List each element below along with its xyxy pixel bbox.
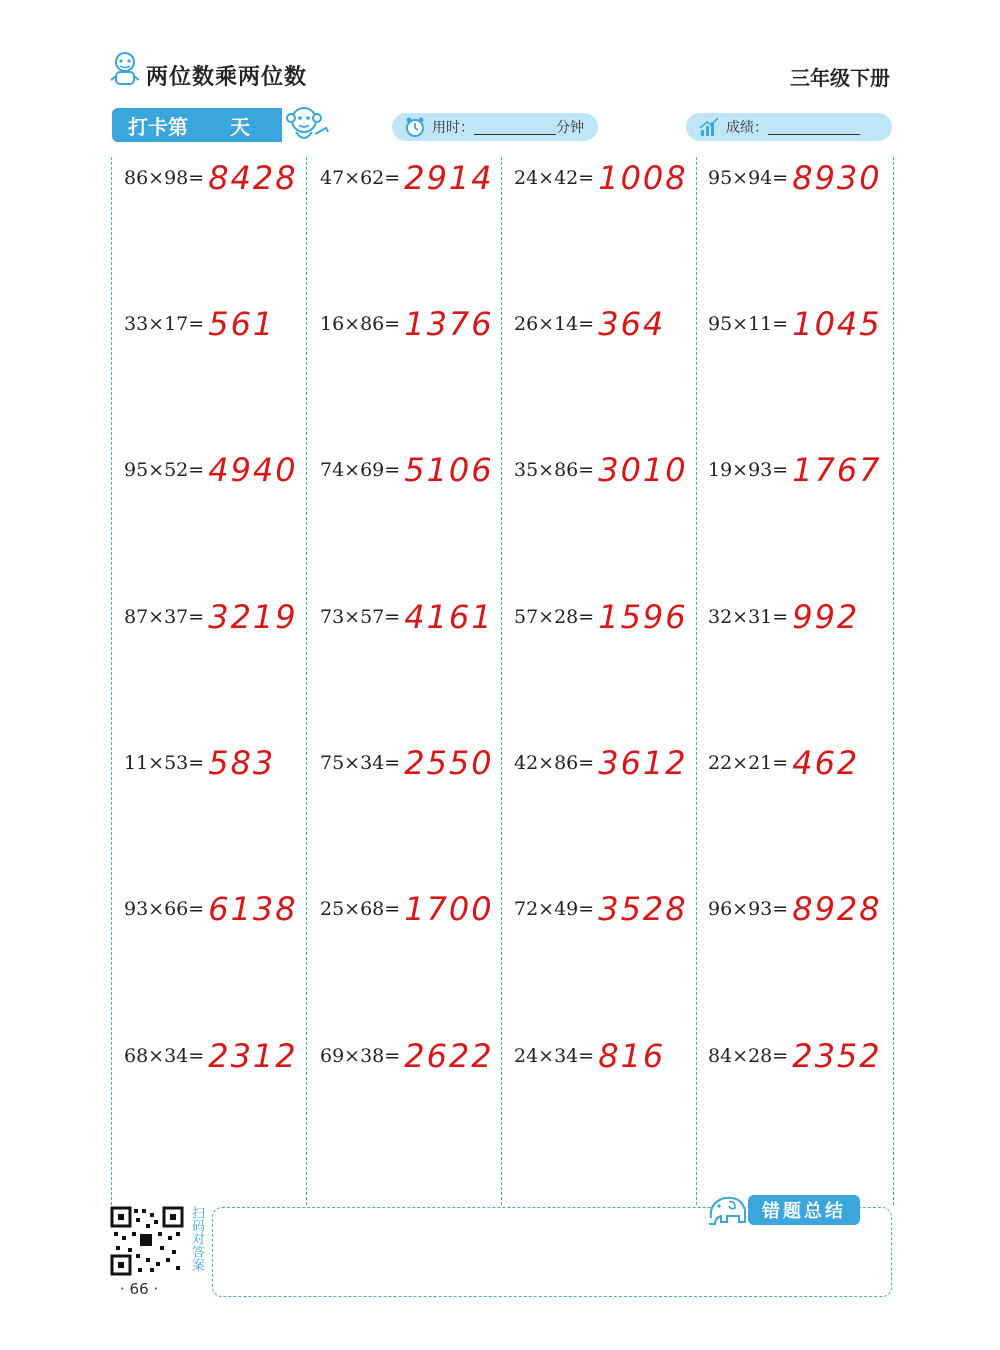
problem-cell: [320, 744, 494, 782]
problem-cell: [124, 890, 298, 928]
time-unit: 分钟: [556, 120, 584, 136]
problem-question: 33×17=: [124, 313, 205, 335]
problem-question: 95×11=: [708, 313, 789, 335]
handwritten-answer[interactable]: 4161: [404, 598, 494, 636]
problem-cell: [124, 598, 298, 636]
mistake-summary-tab: 错题总结: [748, 1195, 860, 1225]
punch-in-suffix: 天: [230, 114, 250, 139]
handwritten-answer[interactable]: 3010: [598, 451, 688, 489]
handwritten-answer[interactable]: 462: [792, 744, 860, 782]
handwritten-answer[interactable]: 816: [598, 1037, 666, 1075]
problem-question: 35×86=: [514, 459, 595, 481]
problem-question: 74×69=: [320, 459, 401, 481]
problem-cell: [124, 305, 275, 343]
problem-question: 32×31=: [708, 606, 789, 628]
handwritten-answer[interactable]: 1376: [404, 305, 494, 343]
column-divider: [501, 157, 502, 1205]
problem-cell: [124, 159, 298, 197]
problem-cell: [708, 598, 859, 636]
handwritten-answer[interactable]: 992: [792, 598, 860, 636]
elephant-icon: [705, 1188, 753, 1226]
handwritten-answer[interactable]: 2622: [404, 1037, 494, 1075]
grade-label: 三年级下册: [790, 66, 890, 90]
handwritten-answer[interactable]: 8930: [792, 159, 882, 197]
problem-question: 24×42=: [514, 167, 595, 189]
problem-cell: [708, 1037, 882, 1075]
handwritten-answer[interactable]: 1045: [792, 305, 882, 343]
handwritten-answer[interactable]: 8428: [208, 159, 298, 197]
problem-cell: [514, 598, 688, 636]
problem-cell: [708, 159, 882, 197]
handwritten-answer[interactable]: 1767: [792, 451, 882, 489]
punch-in-bar: [112, 108, 282, 142]
page-number: · 66 ·: [120, 1280, 159, 1298]
handwritten-answer[interactable]: 1008: [598, 159, 688, 197]
problem-question: 87×37=: [124, 606, 205, 628]
problem-cell: [708, 744, 859, 782]
handwritten-answer[interactable]: 3219: [208, 598, 298, 636]
score-field: [686, 113, 892, 141]
score-label: 成绩：: [726, 120, 768, 136]
problem-cell: [514, 159, 688, 197]
handwritten-answer[interactable]: 583: [208, 744, 276, 782]
problem-question: 96×93=: [708, 898, 789, 920]
time-field: [392, 113, 598, 141]
handwritten-answer[interactable]: 2914: [404, 159, 494, 197]
handwritten-answer[interactable]: 4940: [208, 451, 298, 489]
handwritten-answer[interactable]: 1596: [598, 598, 688, 636]
problem-question: 95×52=: [124, 459, 205, 481]
problem-cell: [514, 1037, 665, 1075]
handwritten-answer[interactable]: 2550: [404, 744, 494, 782]
problem-grid: [111, 157, 894, 1205]
handwritten-answer[interactable]: 2352: [792, 1037, 882, 1075]
problem-question: 24×34=: [514, 1045, 595, 1067]
time-label: 用时：: [432, 120, 474, 136]
problem-question: 95×94=: [708, 167, 789, 189]
qr-label: 扫码对答案: [189, 1206, 204, 1271]
problem-question: 47×62=: [320, 167, 401, 189]
page-title: 两位数乘两位数: [146, 65, 308, 90]
problem-question: 26×14=: [514, 313, 595, 335]
time-blank[interactable]: [474, 120, 556, 135]
clock-icon: [404, 116, 426, 138]
punch-in-prefix: 打卡第: [128, 114, 188, 139]
handwritten-answer[interactable]: 3528: [598, 890, 688, 928]
problem-cell: [514, 744, 688, 782]
problem-cell: [320, 598, 494, 636]
problem-question: 25×68=: [320, 898, 401, 920]
handwritten-answer[interactable]: 3612: [598, 744, 688, 782]
problem-cell: [514, 451, 688, 489]
handwritten-answer[interactable]: 6138: [208, 890, 298, 928]
problem-cell: [320, 451, 494, 489]
problem-cell: [124, 1037, 298, 1075]
handwritten-answer[interactable]: 5106: [404, 451, 494, 489]
handwritten-answer[interactable]: 364: [598, 305, 666, 343]
problem-cell: [514, 890, 688, 928]
problem-cell: [124, 744, 275, 782]
problem-question: 16×86=: [320, 313, 401, 335]
column-divider: [696, 157, 697, 1205]
problem-question: 69×38=: [320, 1045, 401, 1067]
problem-cell: [320, 305, 494, 343]
problem-question: 11×53=: [124, 752, 205, 774]
problem-question: 22×21=: [708, 752, 789, 774]
handwritten-answer[interactable]: 1700: [404, 890, 494, 928]
monkey-icon: [282, 100, 332, 146]
problem-question: 72×49=: [514, 898, 595, 920]
problem-cell: [708, 305, 882, 343]
problem-question: 42×86=: [514, 752, 595, 774]
score-blank[interactable]: [768, 120, 860, 135]
column-divider: [306, 157, 307, 1205]
problem-question: 86×98=: [124, 167, 205, 189]
problem-question: 84×28=: [708, 1045, 789, 1067]
problem-question: 57×28=: [514, 606, 595, 628]
problem-cell: [708, 451, 882, 489]
problem-cell: [320, 1037, 494, 1075]
qr-code[interactable]: [110, 1206, 184, 1276]
problem-question: 73×57=: [320, 606, 401, 628]
problem-cell: [708, 890, 882, 928]
problem-question: 68×34=: [124, 1045, 205, 1067]
problem-cell: [320, 890, 494, 928]
handwritten-answer[interactable]: 561: [208, 305, 276, 343]
chart-icon: [698, 116, 720, 138]
mascot-icon: [108, 50, 142, 88]
problem-cell: [514, 305, 665, 343]
problem-question: 19×93=: [708, 459, 789, 481]
problem-cell: [320, 159, 494, 197]
problem-question: 93×66=: [124, 898, 205, 920]
handwritten-answer[interactable]: 2312: [208, 1037, 298, 1075]
problem-question: 75×34=: [320, 752, 401, 774]
handwritten-answer[interactable]: 8928: [792, 890, 882, 928]
problem-cell: [124, 451, 298, 489]
